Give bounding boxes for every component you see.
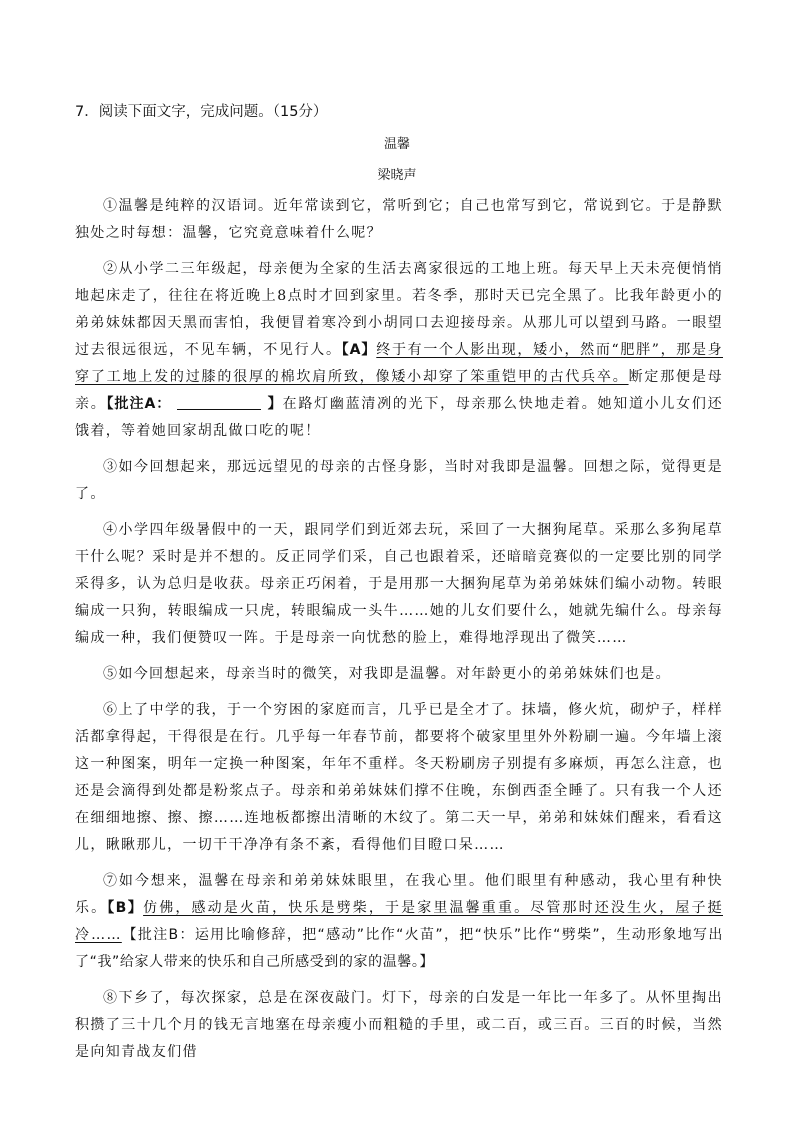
essay-title: 温馨 [383,137,410,152]
paragraph-6: ⑥上了中学的我，于一个穷困的家庭而言，几乎已是全才了。抹墙，修火炕，砌炉子，样样活都拿得起，干得很是在行。几乎每一年春节前，都要将个破家里里外外粉刷一遍。今年墙上滚这一种图案，明年一定换一种图案，年年不重样。冬天粉刷房子别提有多麻烦，再怎么注意，也还是会滴得到处都是粉浆点子。母亲和弟弟妹妹们撑不住晚，东倒西歪全睡了。只有我一个人还在细细地擦、擦、擦……连地板都擦出清晰的木纹了。第二天一早，弟弟和妹妹们醒来，看看这儿，瞅瞅那儿，一切干干净净有条不紊，看得他们目瞪口呆…… [75,702,723,853]
paragraph-4: ④小学四年级暑假中的一天，跟同学们到近郊去玩，采回了一大捆狗尾草。采那么多狗尾草干什么呢？采时是并不想的。反正同学们采，自己也跟着采，还暗暗竞赛似的一定要比别的同学采得多，认为总归是收获。母亲正巧闲着，于是用那一大捆狗尾草为弟弟妹妹们编小动物。转眼编成一只狗，转眼编成一只虎，转眼编成一头牛……她的儿女们要什么，她就先编什么。母亲每编成一种，我们便赞叹一阵。于是母亲一向忧愁的脸上，难得地浮现出了微笑…… [75,522,723,646]
paragraph-7-text-a: ⑦如今想来，温馨在母亲和弟弟妹妹眼里，在我心里。他们眼里有种感动，我心里有种快乐。 [75,873,723,916]
annotation-note-a-end: 】 [267,396,283,412]
paragraph-3: ③如今回想起来，那远远望见的母亲的古怪身影，当时对我即是温馨。回想之际，觉得更是了。 [75,459,723,502]
annotation-note-b: 【批注B：运用比喻修辞，把“感动”比作“火苗”，把“快乐”比作“劈柴”，生动形象地写出了“我”给家人带来的快乐和自己所感受到的家的温馨。】 [75,927,723,970]
essay-body [75,193,723,1075]
paragraph-2-text-b: 断定那便是母亲。 [75,369,723,412]
question-heading: 7．阅读下面文字，完成问题。（15分） [75,104,328,120]
paragraph-5: ⑤如今回想起来，母亲当时的微笑，对我即是温馨。对年龄更小的弟弟妹妹们也是。 [103,666,671,682]
paragraph-2 [75,256,723,445]
underlined-sentence-a: 终于有一个人影出现，矮小，然而“肥胖”，那是身穿了工地上发的过膝的很厚的棉坎肩所致，像矮小却穿了笨重铠甲的古代兵卒。 [75,342,723,385]
essay-author: 梁晓声 [377,168,417,183]
paragraph-7 [75,868,723,976]
annotation-tag-b: 【B】 [107,900,144,916]
answer-blank[interactable] [177,395,261,410]
annotation-note-a: 【批注A： [106,396,172,412]
paragraph-2-text-c: 在路灯幽蓝清冽的光下，母亲那么快地走着。她知道小儿女们还饿着，等着她回家胡乱做口吃的呢！ [75,396,723,439]
paragraph-1: ①温馨是纯粹的汉语词。近年常读到它，常听到它；自己也常写到它，常说到它。于是静默独处之时每想：温馨，它究竟意味着什么呢？ [75,198,723,241]
paragraph-8: ⑧下乡了，每次探家，总是在深夜敲门。灯下，母亲的白发是一年比一年多了。从怀里掏出积攒了三十几个月的钱无言地塞在母亲瘦小而粗糙的手里，或二百，或三百。三百的时候，当然是向知青战友们借 [75,990,723,1060]
underlined-sentence-b: 仿佛，感动是火苗，快乐是劈柴，于是家里温馨重重。尽管那时还没生火，屋子挺冷…… [75,900,723,943]
paragraph-2-text-a: ②从小学二三年级起，母亲便为全家的生活去离家很远的工地上班。每天早上天未亮便悄悄地起床走了，往往在将近晚上8点时才回到家里。若冬季，那时天已完全黑了。比我年龄更小的弟弟妹妹都因天黑而害怕，我便冒着寒冷到小胡同口去迎接母亲。从那儿可以望到马路。一眼望过去很远很远，不见车辆，不见行人。 [75,261,723,358]
annotation-tag-a: 【A】 [341,342,377,358]
